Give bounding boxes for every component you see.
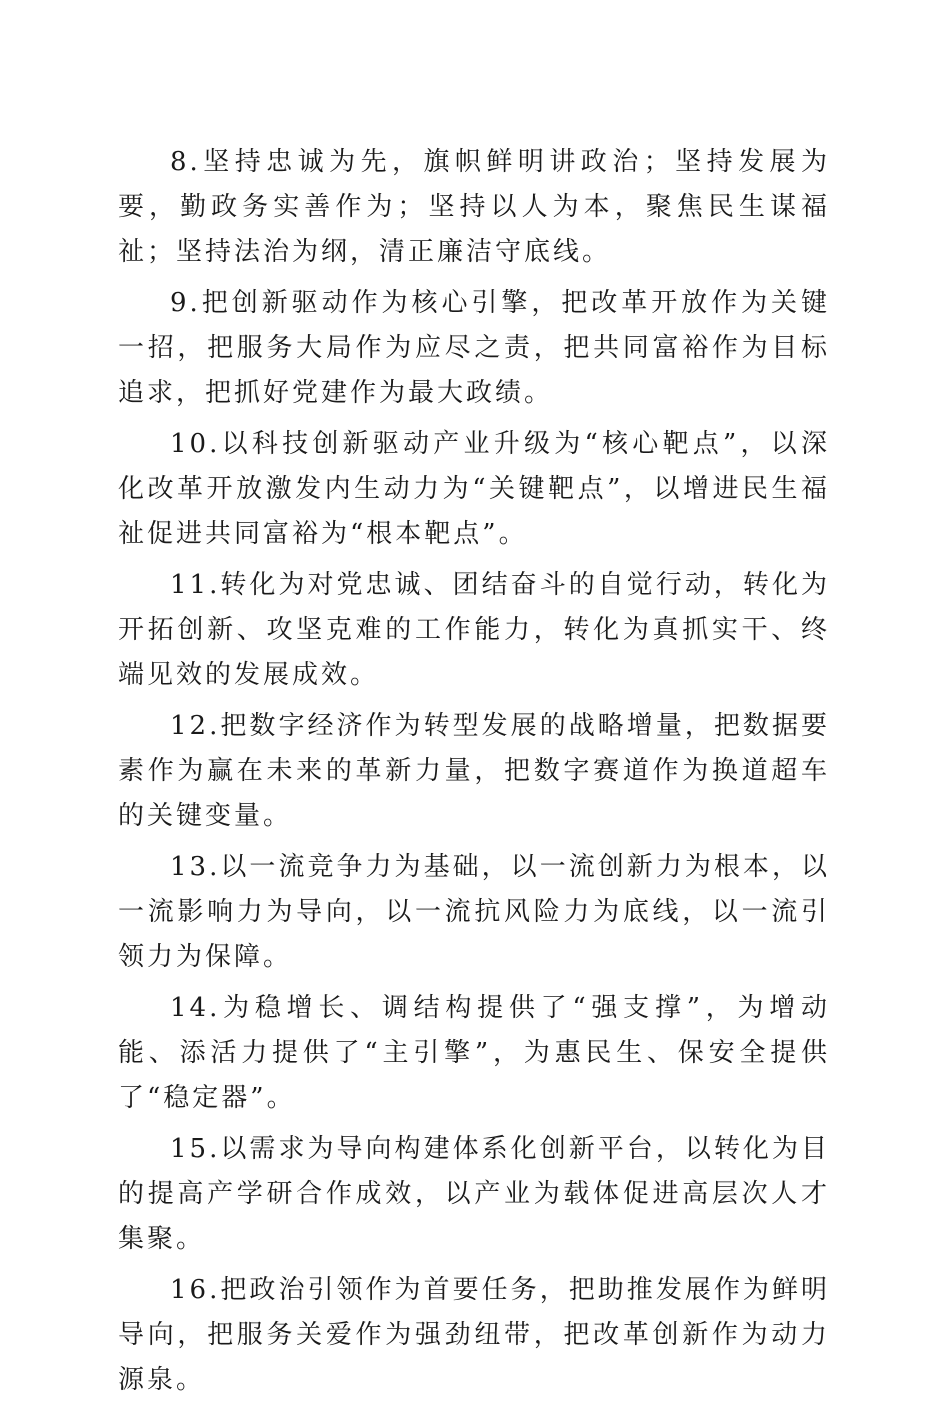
document-body [118,140,830,1409]
paragraph-10: 10.以科技创新驱动产业升级为“核心靶点”，以深化改革开放激发内生动力为“关键靶点”，以增进民生福祉促进共同富裕为“根本靶点”。 [118,429,830,549]
paragraph-11: 11.转化为对党忠诚、团结奋斗的自觉行动，转化为开拓创新、攻坚克难的工作能力，转化为真抓实干、终端见效的发展成效。 [118,570,830,690]
paragraph-14: 14.为稳增长、调结构提供了“强支撑”，为增动能、添活力提供了“主引擎”，为惠民生、保安全提供了“稳定器”。 [118,993,830,1113]
paragraph-15: 15.以需求为导向构建体系化创新平台，以转化为目的提高产学研合作成效，以产业为载体促进高层次人才集聚。 [118,1134,830,1254]
paragraph-13: 13.以一流竞争力为基础，以一流创新力为根本，以一流影响力为导向，以一流抗风险力为底线，以一流引领力为保障。 [118,852,830,972]
paragraph-16: 16.把政治引领作为首要任务，把助推发展作为鲜明导向，把服务关爱作为强劲纽带，把改革创新作为动力源泉。 [118,1275,830,1395]
paragraph-9: 9.把创新驱动作为核心引擎，把改革开放作为关键一招，把服务大局作为应尽之责，把共同富裕作为目标追求，把抓好党建作为最大政绩。 [118,288,830,408]
paragraph-8: 8.坚持忠诚为先，旗帜鲜明讲政治；坚持发展为要，勤政务实善作为；坚持以人为本，聚焦民生谋福祉；坚持法治为纲，清正廉洁守底线。 [118,147,830,267]
paragraph-12: 12.把数字经济作为转型发展的战略增量，把数据要素作为赢在未来的革新力量，把数字赛道作为换道超车的关键变量。 [118,711,830,831]
